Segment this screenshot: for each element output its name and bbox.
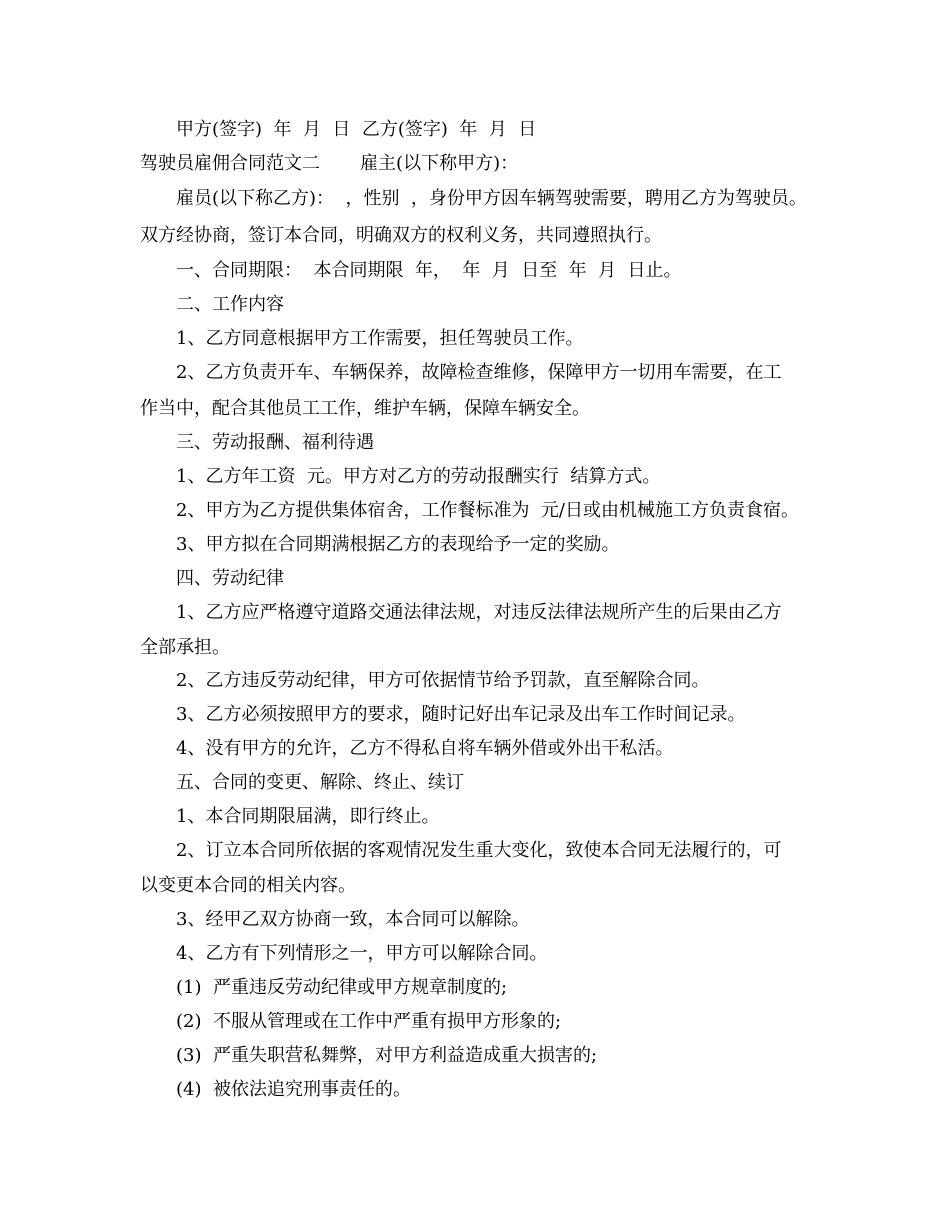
paragraph-line: 作当中，配合其他员工工作，维护车辆，保障车辆安全。 [140, 398, 590, 419]
section-heading-work: 二、工作内容 [176, 294, 284, 315]
paragraph-line: 4、没有甲方的允许，乙方不得私自将车辆外借或外出干私活。 [176, 738, 674, 759]
paragraph-line: 4、乙方有下列情形之一，甲方可以解除合同。 [176, 943, 548, 964]
agreement-line: 双方经协商，签订本合同，明确双方的权利义务，共同遵照执行。 [140, 225, 662, 246]
paragraph-line: 1、乙方年工资 元。甲方对乙方的劳动报酬实行 结算方式。 [176, 466, 661, 487]
paragraph-line: 3、经甲乙双方协商一致，本合同可以解除。 [176, 909, 530, 930]
list-item: (4) 被依法追究刑事责任的。 [176, 1079, 411, 1100]
paragraph-line: 3、乙方必须按照甲方的要求，随时记好出车记录及出车工作时间记录。 [176, 704, 746, 725]
list-item: (1) 严重违反劳动纪律或甲方规章制度的; [176, 977, 508, 998]
section-heading-discipline: 四、劳动纪律 [176, 568, 284, 589]
list-item: (2) 不服从管理或在工作中严重有损甲方形象的; [176, 1011, 562, 1032]
paragraph-line: 全部承担。 [140, 637, 230, 658]
list-item: (3) 严重失职营私舞弊，对甲方利益造成重大损害的; [176, 1045, 598, 1066]
paragraph-line: 2、甲方为乙方提供集体宿舍，工作餐标准为 元/日或由机械施工方负责食宿。 [176, 500, 799, 521]
paragraph-line: 1、本合同期限届满，即行终止。 [176, 806, 440, 827]
paragraph-line: 以变更本合同的相关内容。 [140, 875, 356, 896]
section-heading-changes: 五、合同的变更、解除、终止、续订 [176, 772, 464, 793]
employee-intro-line: 雇员(以下称乙方)： ，性别 ，身份甲方因车辆驾驶需要，聘用乙方为驾驶员。 [176, 188, 807, 209]
contract-title-line: 驾驶员雇佣合同范文二 雇主(以下称甲方)： [140, 153, 519, 174]
signature-line: 甲方(签字) 年 月 日 乙方(签字) 年 月 日 [176, 119, 537, 140]
paragraph-line: 1、乙方应严格遵守道路交通法律法规，对违反法律法规所产生的后果由乙方 [176, 602, 782, 623]
section-heading-pay: 三、劳动报酬、福利待遇 [176, 432, 374, 453]
paragraph-line: 2、乙方违反劳动纪律，甲方可依据情节给予罚款，直至解除合同。 [176, 670, 710, 691]
paragraph-line: 2、乙方负责开车、车辆保养，故障检查维修，保障甲方一切用车需要，在工 [176, 362, 782, 383]
section-heading-term: 一、合同期限： 本合同期限 年， 年 月 日至 年 月 日止。 [176, 260, 682, 281]
paragraph-line: 2、订立本合同所依据的客观情况发生重大变化，致使本合同无法履行的，可 [176, 840, 782, 861]
paragraph-line: 1、乙方同意根据甲方工作需要，担任驾驶员工作。 [176, 328, 584, 349]
paragraph-line: 3、甲方拟在合同期满根据乙方的表现给予一定的奖励。 [176, 534, 620, 555]
